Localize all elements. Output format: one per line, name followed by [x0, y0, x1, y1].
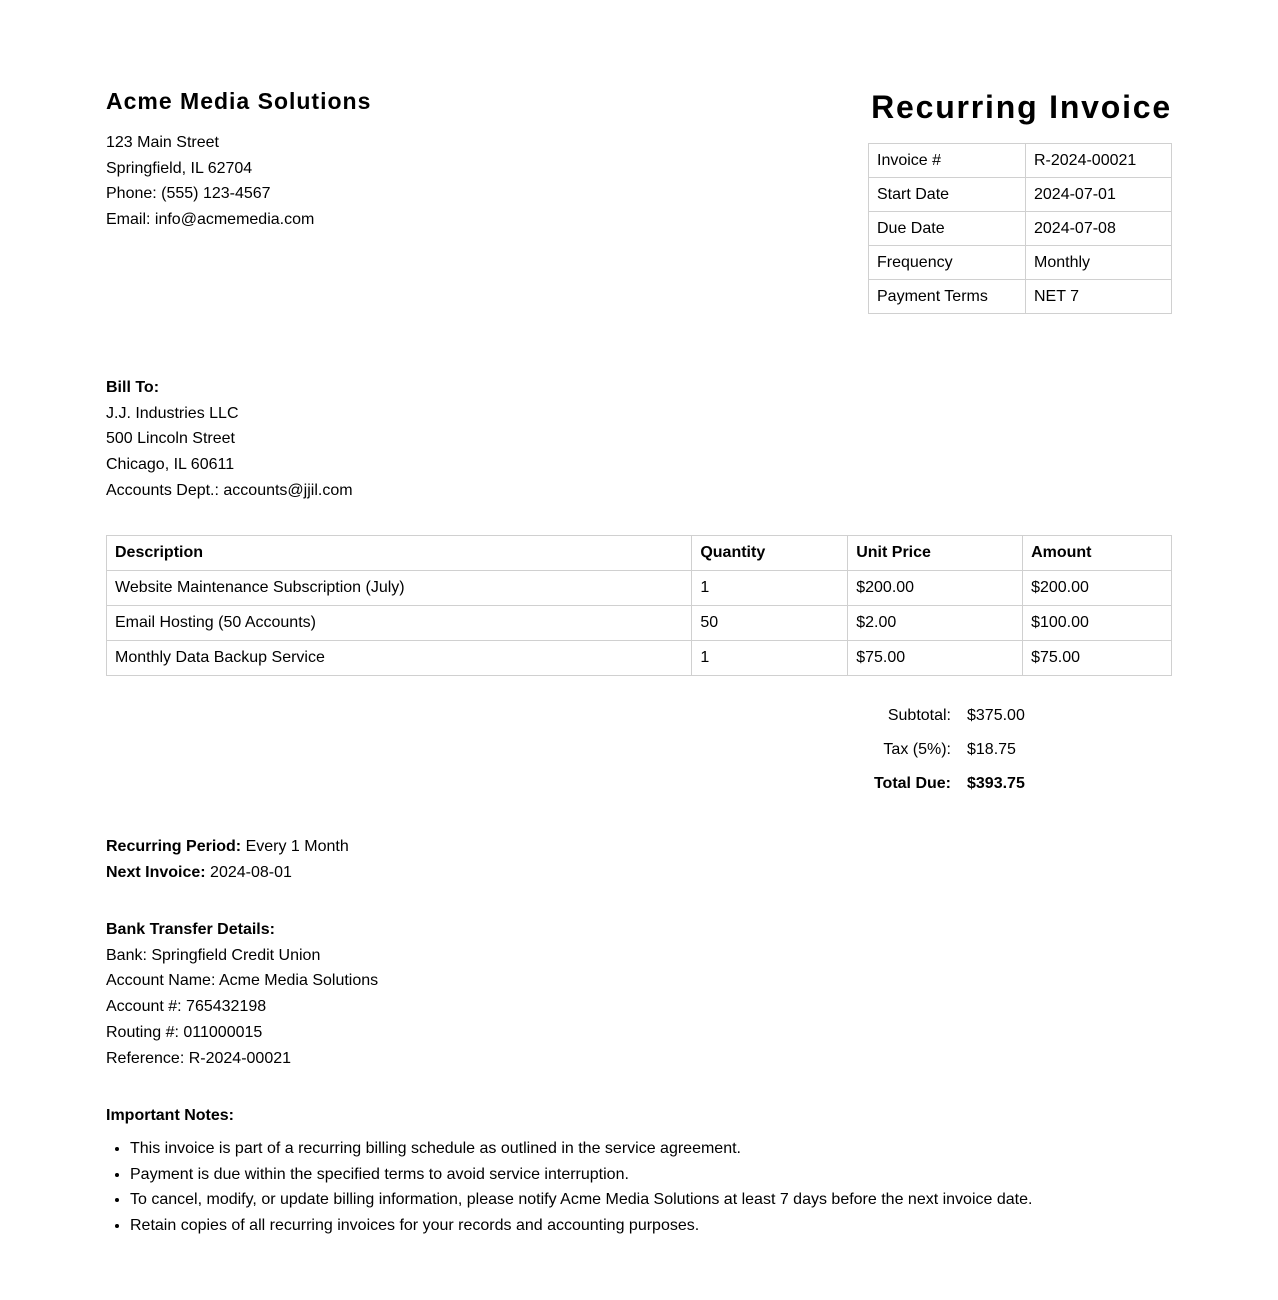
bill-to-city-line: Chicago, IL 60611: [106, 456, 235, 474]
routing-number-line: Routing #: 011000015: [106, 1023, 263, 1041]
cell-amount: $200.00: [1023, 571, 1172, 606]
line-items-header-row: [107, 536, 1172, 571]
account-number-line: Account #: 765432198: [106, 998, 267, 1016]
tax-row: [866, 733, 1057, 767]
bill-to-street: 500 Lincoln Street: [106, 430, 235, 448]
header-quantity: Quantity: [692, 536, 848, 571]
important-notes-heading: Important Notes:: [106, 1107, 234, 1124]
company-address: [106, 130, 314, 233]
subtotal-value: $375.00: [967, 707, 1025, 724]
reference-line: Reference: R-2024-00021: [106, 1049, 292, 1067]
cell-unit-price: $75.00: [848, 641, 1023, 676]
invoice-meta-table: [868, 143, 1172, 314]
company-street: 123 Main Street: [106, 134, 219, 151]
bank-name-line: Bank: Springfield Credit Union: [106, 946, 321, 964]
cell-amount: $100.00: [1023, 606, 1172, 641]
subtotal-row: [866, 699, 1057, 733]
cell-quantity: 50: [692, 606, 848, 641]
header-description: Description: [107, 536, 692, 571]
important-notes-list: [106, 1136, 1170, 1238]
meta-value: 2024-07-01: [1026, 178, 1172, 212]
cell-description: Email Hosting (50 Accounts): [107, 606, 692, 641]
bill-to-name: J.J. Industries LLC: [106, 404, 239, 422]
recurring-period-value: Every 1 Month: [241, 838, 349, 855]
totals-table: [866, 699, 1057, 801]
total-due-value: $393.75: [967, 775, 1025, 792]
bill-to-contact: Accounts Dept.: accounts@jjil.com: [106, 481, 353, 499]
bill-to-section: [106, 375, 353, 504]
meta-value: NET 7: [1026, 280, 1172, 314]
meta-label: Due Date: [869, 212, 1026, 246]
next-invoice-line: [106, 860, 349, 886]
recurring-section: [106, 834, 349, 885]
bank-transfer-heading: Bank Transfer Details:: [106, 921, 275, 938]
invoice-title: Recurring Invoice: [871, 89, 1172, 125]
subtotal-label: Subtotal:: [887, 707, 951, 724]
meta-label: Start Date: [869, 178, 1026, 212]
account-name-line: Account Name: Acme Media Solutions: [106, 972, 379, 990]
next-invoice-value: 2024-08-01: [205, 863, 292, 881]
cell-unit-price: $200.00: [848, 571, 1023, 606]
total-due-label: Total Due:: [873, 775, 951, 792]
meta-value: 2024-07-08: [1026, 212, 1172, 246]
cell-amount: $75.00: [1023, 641, 1172, 676]
list-item: • Payment is due within the specified terms to avoid service interruption.: [130, 1162, 1170, 1188]
header-unit-price: Unit Price: [848, 536, 1023, 571]
cell-quantity: 1: [692, 571, 848, 606]
cell-description: Monthly Data Backup Service: [107, 641, 692, 676]
total-due-row: [866, 767, 1057, 801]
recurring-period-line: [106, 834, 349, 860]
header-amount: Amount: [1023, 536, 1172, 571]
list-item: • To cancel, modify, or update billing information, please notify Acme Media Solutions at least 7 days before the next invoice date.: [130, 1187, 1170, 1213]
table-row: [107, 606, 1172, 641]
meta-label: Frequency: [869, 246, 1026, 280]
table-row: [107, 571, 1172, 606]
bill-to-heading: Bill To:: [106, 379, 160, 396]
bank-transfer-section: [106, 917, 378, 1071]
meta-value: R-2024-00021: [1026, 144, 1172, 178]
meta-row-frequency: [869, 246, 1172, 280]
table-row: [107, 641, 1172, 676]
meta-label: Payment Terms: [869, 280, 1026, 314]
tax-value: $18.75: [967, 741, 1016, 758]
company-phone: Phone: (555) 123-4567: [106, 185, 271, 203]
recurring-period-label: Recurring Period:: [106, 838, 242, 855]
next-invoice-label: Next Invoice:: [106, 863, 206, 881]
company-name: Acme Media Solutions: [106, 88, 372, 114]
list-item: • Retain copies of all recurring invoices for your records and accounting purposes.: [130, 1213, 1170, 1239]
company-email: Email: info@acmemedia.com: [106, 211, 315, 229]
company-city-line: Springfield, IL 62704: [106, 159, 253, 177]
line-items-table: [106, 535, 1172, 676]
meta-row-payment-terms: [869, 280, 1172, 314]
list-item: • This invoice is part of a recurring billing schedule as outlined in the service agreement.: [130, 1136, 1170, 1162]
meta-row-start-date: [869, 178, 1172, 212]
cell-description: Website Maintenance Subscription (July): [107, 571, 692, 606]
meta-row-due-date: [869, 212, 1172, 246]
meta-value: Monthly: [1026, 246, 1172, 280]
cell-unit-price: $2.00: [848, 606, 1023, 641]
cell-quantity: 1: [692, 641, 848, 676]
meta-label: Invoice #: [869, 144, 1026, 178]
tax-label: Tax (5%):: [883, 741, 951, 758]
meta-row-invoice-number: [869, 144, 1172, 178]
